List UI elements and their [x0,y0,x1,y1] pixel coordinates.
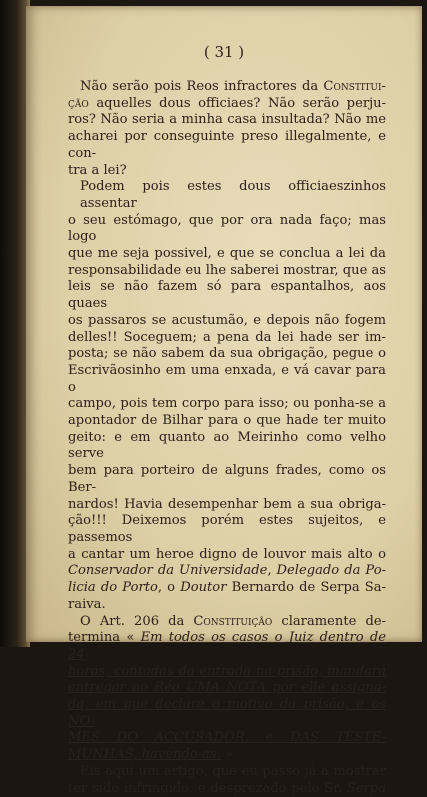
text-line [68,430,386,463]
text-run: apontador de Bilhar para o que hade ter muito [68,413,386,429]
text-line [68,614,386,631]
text-run: ção [68,95,89,111]
text-run: campo, pois tem corpo para isso; ou ponha-se a [68,396,386,412]
text-run: bem para porteiro de alguns frades, como os Ber- [68,463,386,495]
text-run: » [220,747,233,763]
text-run: Podem pois estes dous officiaeszinhos assentar [80,179,386,211]
text-line [68,547,386,564]
text-run: Bernardo de Serpa Sa- [226,580,386,596]
text-run: Não serão pois Reos infractores da [80,79,324,94]
book-page [26,6,422,796]
text-run: nardos! Havia desempenhar bem a sua obriga- [68,496,386,512]
text-run: os passaros se acustumão, e depois não fogem [68,312,386,328]
text-line [68,563,386,580]
text-run: geito: e em quanto ao Meirinho como velho serve [68,429,386,462]
text-line [68,580,386,597]
text-run: raiva. [68,596,106,612]
text-run: MUNHAS, havendo-as. [68,747,221,763]
text-line [68,730,386,747]
text-line [68,764,386,781]
text-run: entregar ao Réo UMA NOTA por elle assigna- [68,680,386,696]
text-line [68,163,386,180]
text-run: Delegado da Po- [276,563,386,579]
text-run: horas, contadas da entrada na prisão, mandará [68,663,386,679]
text-line [68,96,386,113]
text-run: leis se não fazem só para espantalhos, aos quaes [68,279,386,312]
text-line [68,664,386,681]
text-run: , o [157,580,181,596]
text-line [68,513,386,546]
text-run: responsabilidade eu lhe saberei mostrar, que as [68,262,387,278]
page-number: ( 31 ) [203,43,245,61]
text-run: ção!!! Deixemos porém estes sujeitos, e passemos [68,513,386,545]
text-line [68,680,386,697]
text-line [68,597,386,614]
text-line [68,413,386,430]
text-run: posta; se não sabem da sua obrigação, pegue o [68,346,386,362]
text-line [68,279,386,312]
text-run: Serpa [346,780,386,796]
text-line [68,346,386,363]
text-run: licia do Porto [68,580,158,596]
text-run: claramente de- [272,613,386,629]
text-run: o seu estómago, que por ora nada faço; mas logo [68,212,386,245]
text-run: aquelles dous officiaes? Não serão perju- [88,95,386,111]
text-run: termina « [68,630,141,646]
text-run: MES DO ACCUSADOR, e DAS TESTE- [68,730,386,746]
text-line [68,246,386,263]
text-run: que me seja possivel, e que se conclua a lei da [68,246,386,262]
text-line [68,263,386,280]
text-run: tra a lei? [68,162,127,178]
text-run: Conservador da Universidade [68,563,268,579]
text-line [68,497,386,514]
text-run: ter sido infringido, e desprezado pelo Sr. [68,780,347,796]
text-run: Constituição [193,613,273,629]
text-run: delles!! Soceguem; a pena da lei hade ser im- [68,329,386,345]
text-line [68,747,386,764]
text-line [68,363,386,396]
text-run: ros? Não seria a minha casa insultada? Não me [68,112,386,128]
text-run: da, em que declare o motivo da prisão, e os NO- [68,697,386,729]
text-line [68,463,386,496]
text-line [68,396,386,413]
text-run: acharei por conseguinte preso illegalmente, e con- [68,129,386,161]
text-line [68,313,386,330]
text-run: Eis aqui um artigo, que eu passo já a mostrar [80,763,386,779]
text-line [68,79,386,96]
text-line [68,112,386,129]
text-line [68,129,386,162]
text-run: Escrivãosinho em uma enxada, e vá cavar para o [68,362,386,395]
text-run: , [267,563,277,579]
text-line [68,213,386,246]
text-line [68,330,386,347]
text-run: Em todos os casos o Juiz dentro de 24 [68,630,386,662]
text-run: a cantar um heroe digno de louvor mais alto o [68,546,386,562]
text-line [68,697,386,730]
text-run: Doutor [180,580,227,596]
text-line [68,781,386,797]
text-run: O Art. 206 da [80,613,194,629]
body-text [68,79,386,797]
text-run: Constitui- [323,79,386,94]
text-line [68,179,386,212]
